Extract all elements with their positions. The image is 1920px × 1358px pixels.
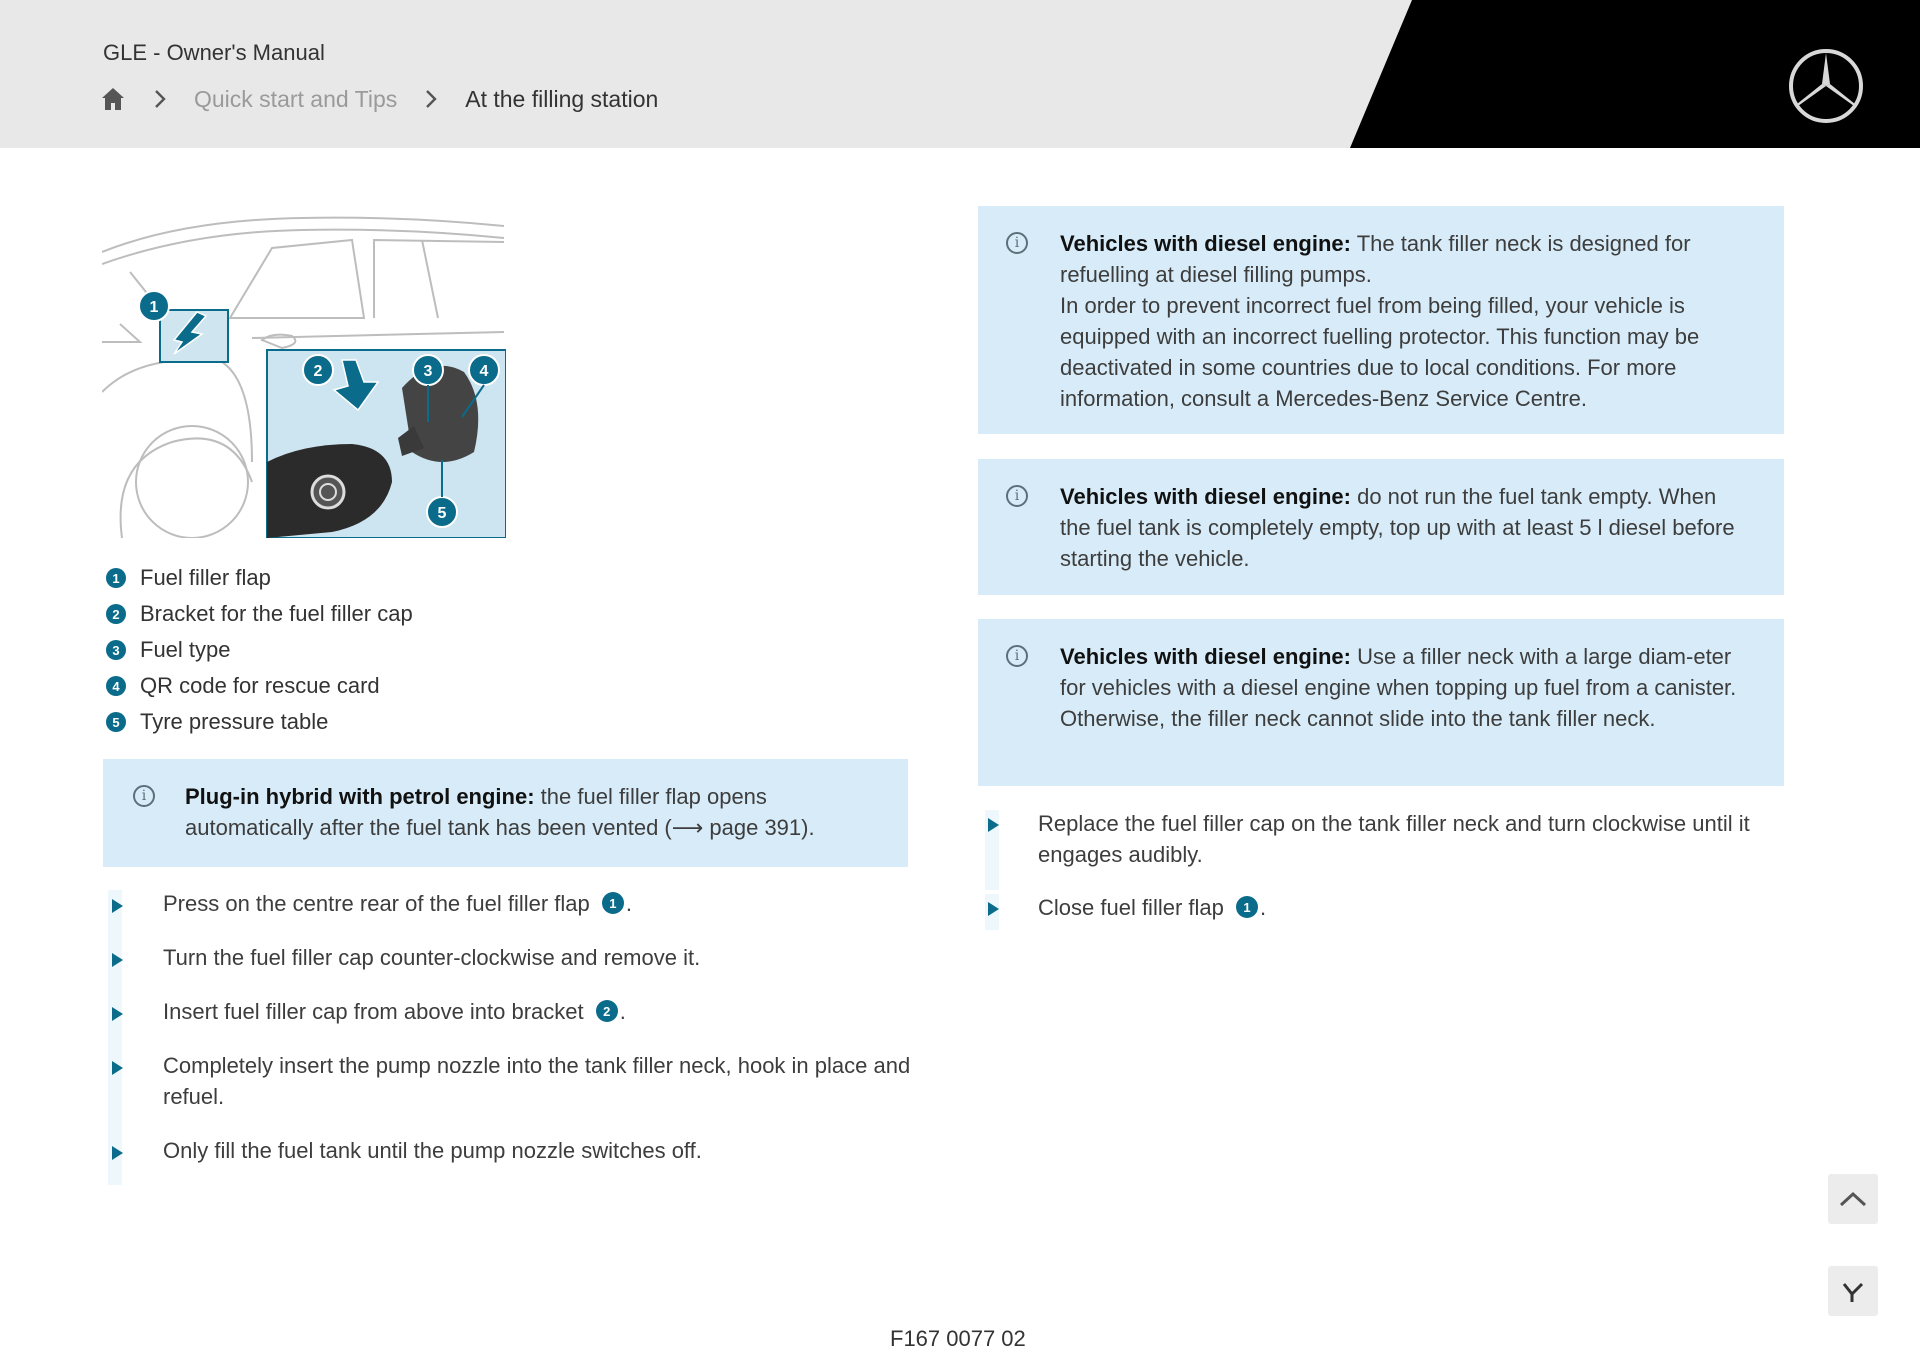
step-item [978, 894, 1784, 948]
info-note-body: The tank filler neck is designed for refuelling at diesel filling pumps. [1060, 231, 1691, 287]
info-note-heading: Vehicles with diesel engine: [1060, 484, 1351, 509]
breadcrumb-link-quick-start[interactable]: Quick start and Tips [194, 85, 398, 112]
play-arrow-icon [988, 902, 999, 916]
info-icon: i [1006, 232, 1028, 254]
step-item [978, 810, 1784, 894]
chevron-up-icon [1838, 1189, 1868, 1209]
info-note-text [185, 781, 875, 843]
legend-item [106, 632, 413, 668]
step-item [103, 944, 923, 998]
number-badge: 4 [106, 676, 126, 696]
scroll-top-button[interactable] [1828, 1174, 1878, 1224]
legend-label: Bracket for the fuel filler cap [140, 601, 413, 626]
info-note-heading: Plug-in hybrid with petrol engine: [185, 784, 535, 809]
legend-list [106, 560, 413, 740]
breadcrumb [100, 84, 658, 114]
info-note-text [1060, 228, 1750, 414]
chevron-right-icon [152, 87, 168, 111]
play-arrow-icon [112, 1146, 123, 1160]
info-note-plug-in-hybrid [103, 759, 908, 867]
step-text: Turn the fuel filler cap counter-clockwise and remove it. [163, 945, 701, 970]
step-item [103, 1137, 923, 1191]
info-note-text [1060, 641, 1750, 734]
info-note-body: Use a filler neck with a large diam-eter for vehicles with a diesel engine when topping up fuel from a canister. Otherwise, the filler neck cannot slide into the tank filler neck. [1060, 644, 1737, 731]
home-icon[interactable] [100, 86, 126, 112]
info-note-diesel-canister [978, 619, 1784, 786]
info-icon: i [1006, 645, 1028, 667]
step-text: Only fill the fuel tank until the pump nozzle switches off. [163, 1138, 702, 1163]
step-text: Replace the fuel filler cap on the tank filler neck and turn clockwise until it engages audibly. [1038, 811, 1750, 867]
info-note-heading: Vehicles with diesel engine: [1060, 644, 1351, 669]
callout-3: 3 [423, 363, 433, 380]
page-header [0, 0, 1920, 148]
legend-label: Fuel filler flap [140, 565, 271, 590]
callout-1: 1 [149, 299, 159, 316]
play-arrow-icon [112, 1007, 123, 1021]
number-badge: 2 [596, 1000, 618, 1022]
step-item [103, 1052, 923, 1137]
number-badge: 3 [106, 640, 126, 660]
number-badge: 1 [106, 568, 126, 588]
chevron-right-icon [423, 87, 439, 111]
info-note-body: the fuel filler flap opens automatically after the fuel tank has been vented (⟶ page 391). [185, 784, 815, 840]
legend-item [106, 704, 413, 740]
step-text: Insert fuel filler cap from above into bracket 2 . [163, 999, 626, 1024]
step-item [103, 890, 923, 944]
fuel-filler-illustration [102, 212, 506, 538]
step-text: Close fuel filler flap 1 . [1038, 895, 1267, 920]
number-badge: 1 [602, 892, 624, 914]
info-note-body: do not run the fuel tank empty. When the fuel tank is completely empty, top up with at least 5 l diesel before starting the vehicle. [1060, 484, 1735, 571]
legend-item [106, 560, 413, 596]
legend-label: Fuel type [140, 637, 231, 662]
play-arrow-icon [112, 899, 123, 913]
info-icon: i [133, 785, 155, 807]
info-note-heading: Vehicles with diesel engine: [1060, 231, 1351, 256]
info-note-diesel-empty-tank [978, 459, 1784, 595]
callout-2: 2 [313, 363, 323, 380]
step-text: Completely insert the pump nozzle into the tank filler neck, hook in place and refuel. [163, 1053, 911, 1109]
manual-title: GLE - Owner's Manual [103, 40, 325, 65]
step-bar [108, 1137, 122, 1185]
legend-label: QR code for rescue card [140, 673, 380, 698]
mercedes-star-logo [1786, 46, 1866, 126]
number-badge: 5 [106, 712, 126, 732]
expand-icon [1838, 1276, 1868, 1306]
callout-5: 5 [437, 505, 447, 522]
figure-code: F167 0077 02 [890, 1326, 1026, 1351]
play-arrow-icon [988, 818, 999, 832]
info-note-text [1060, 481, 1750, 574]
number-badge: 1 [1236, 896, 1258, 918]
info-note-body: In order to prevent incorrect fuel from being filled, your vehicle is equipped with an incorrect fuelling protector. This function may be deactivated in some countries due to local conditions. For more information, consult a Mercedes-Benz Service Centre. [1060, 293, 1700, 411]
legend-item [106, 668, 413, 704]
legend-label: Tyre pressure table [140, 709, 329, 734]
info-icon: i [1006, 485, 1028, 507]
left-step-list [103, 890, 923, 1191]
legend-item [106, 596, 413, 632]
number-badge: 2 [106, 604, 126, 624]
step-text: Press on the centre rear of the fuel filler flap 1 . [163, 891, 633, 916]
callout-4: 4 [479, 363, 489, 380]
play-arrow-icon [112, 1061, 123, 1075]
right-step-list [978, 810, 1784, 948]
play-arrow-icon [112, 953, 123, 967]
info-note-diesel-filler-neck [978, 206, 1784, 434]
breadcrumb-current: At the filling station [465, 85, 659, 112]
menu-expand-button[interactable] [1828, 1266, 1878, 1316]
step-item [103, 998, 923, 1052]
